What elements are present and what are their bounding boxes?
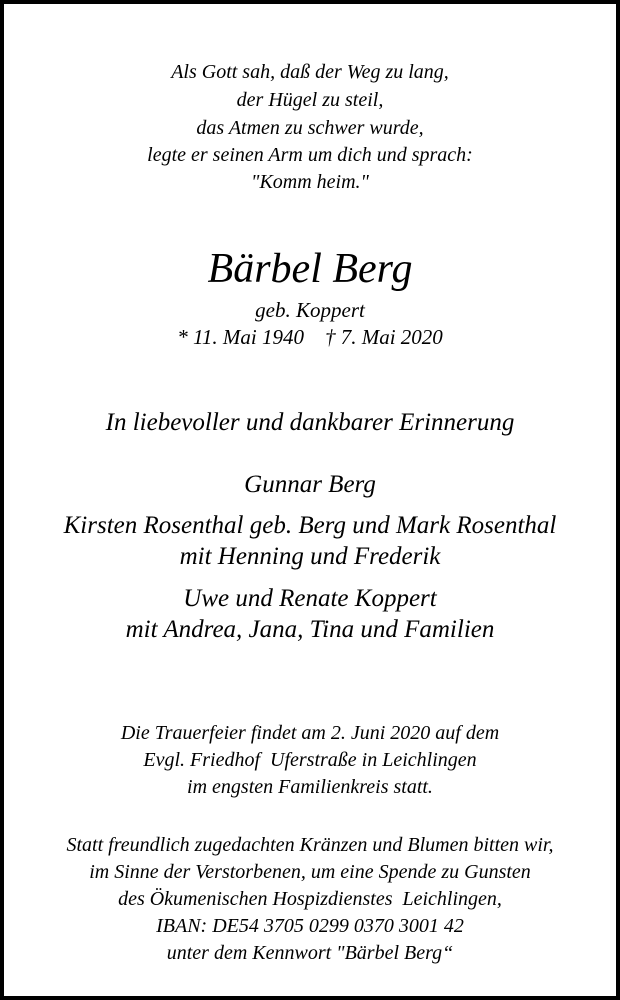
donation-line-2: im Sinne der Verstorbenen, um eine Spende zu Gunsten bbox=[89, 861, 531, 883]
donation-line-5: unter dem Kennwort "Bärbel Berg“ bbox=[166, 942, 454, 964]
service-line-2: Evgl. Friedhof Uferstraße in Leichlingen bbox=[143, 749, 477, 771]
life-dates: * 11. Mai 1940 † 7. Mai 2020 bbox=[177, 325, 443, 349]
maiden-name: geb. Koppert bbox=[255, 298, 365, 322]
donation-iban: IBAN: DE54 3705 0299 0370 3001 42 bbox=[156, 915, 464, 937]
service-line-1: Die Trauerfeier findet am 2. Juni 2020 auf dem bbox=[120, 722, 500, 744]
donation-line-3: des Ökumenischen Hospizdienstes Leichlingen, bbox=[118, 888, 502, 910]
poem-line-5: "Komm heim." bbox=[251, 171, 369, 193]
mourner-line-4: Uwe und Renate Koppert bbox=[183, 585, 437, 612]
poem-line-2: der Hügel zu steil, bbox=[236, 89, 384, 111]
mourner-line-5: mit Andrea, Jana, Tina und Familien bbox=[125, 616, 495, 643]
mourner-line-3: mit Henning und Frederik bbox=[179, 543, 441, 570]
poem-line-4: legte er seinen Arm um dich und sprach: bbox=[147, 144, 473, 166]
remembrance-line: In liebevoller und dankbarer Erinnerung bbox=[105, 409, 515, 436]
mourner-line-2: Kirsten Rosenthal geb. Berg und Mark Rosenthal bbox=[63, 512, 557, 539]
service-line-3: im engsten Familienkreis statt. bbox=[187, 776, 433, 798]
donation-line-1: Statt freundlich zugedachten Kränzen und Blumen bitten wir, bbox=[66, 834, 554, 856]
poem-line-3: das Atmen zu schwer wurde, bbox=[196, 117, 424, 139]
poem-line-1: Als Gott sah, daß der Weg zu lang, bbox=[171, 61, 449, 83]
deceased-name: Bärbel Berg bbox=[207, 246, 413, 292]
mourner-line-1: Gunnar Berg bbox=[244, 471, 376, 498]
